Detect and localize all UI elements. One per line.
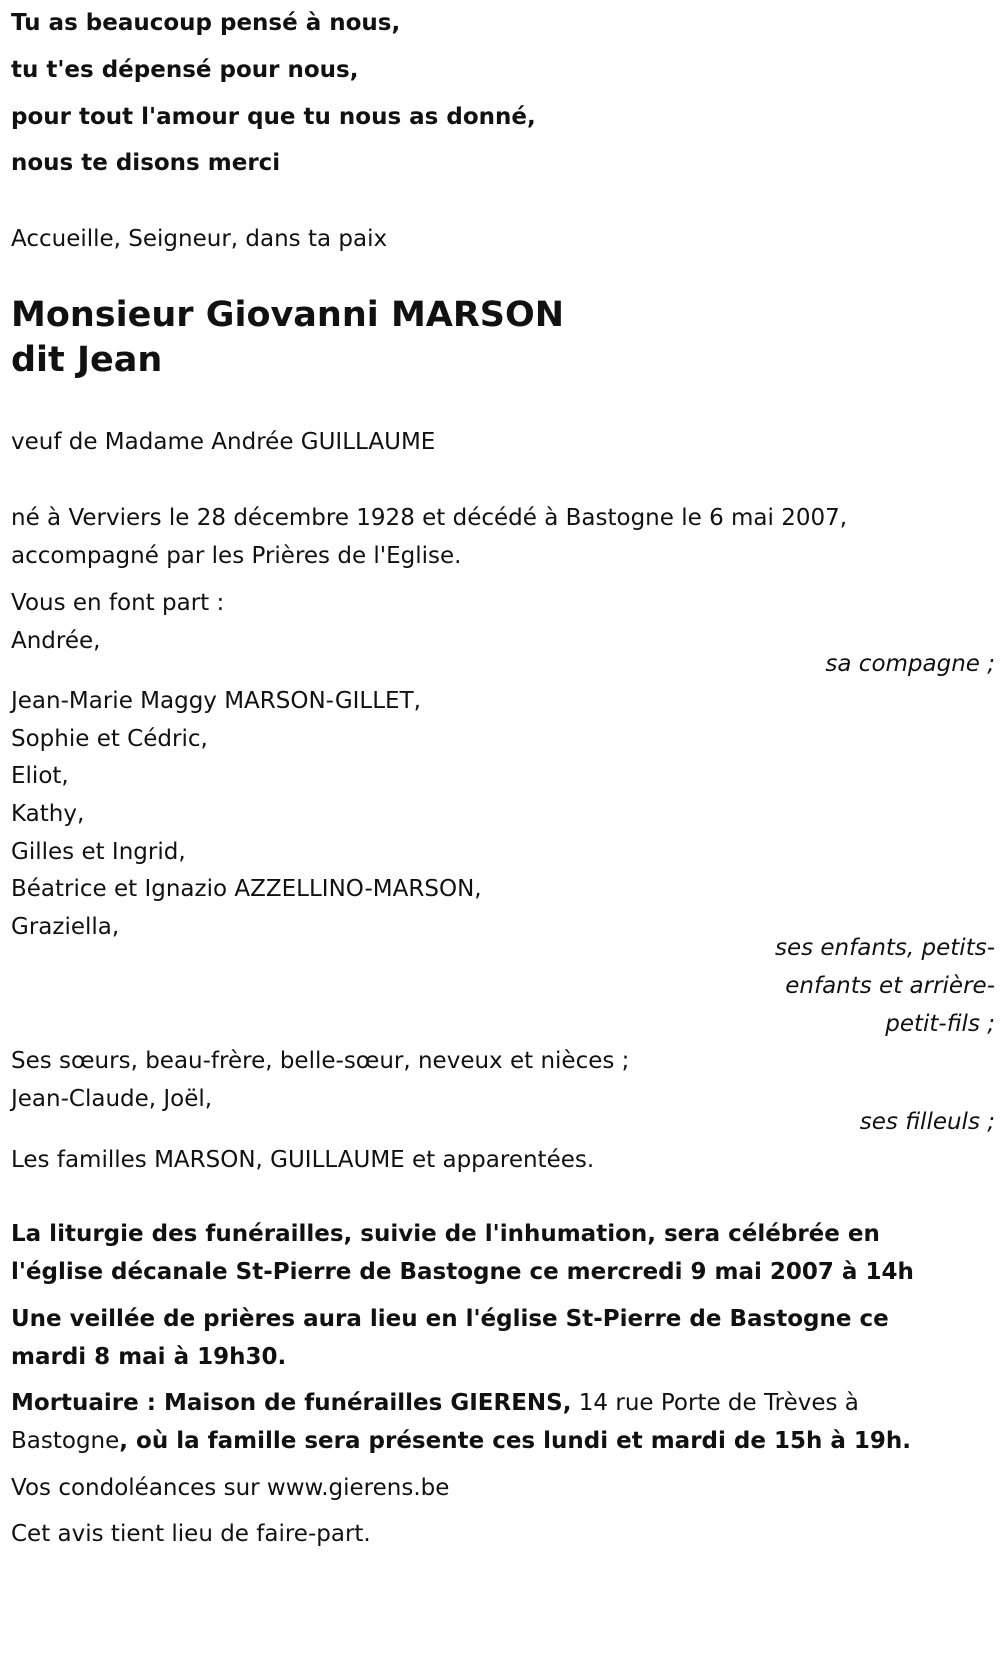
mortuary-line-2	[11, 1426, 911, 1456]
vigil-line-1: Une veillée de prières aura lieu en l'église St-Pierre de Bastogne ce	[11, 1306, 889, 1332]
liturgy-line-1: La liturgie des funérailles, suivie de l'inhumation, sera célébrée en	[11, 1221, 880, 1247]
birth-death-line: né à Verviers le 28 décembre 1928 et décédé à Bastogne le 6 mai 2007,	[11, 505, 848, 531]
child-entry: Béatrice et Ignazio AZZELLINO-MARSON,	[11, 876, 482, 902]
child-entry: Eliot,	[11, 763, 69, 789]
poem-line-2: tu t'es dépensé pour nous,	[11, 57, 359, 83]
accompanied-line: accompagné par les Prières de l'Eglise.	[11, 543, 462, 569]
companion-name: Andrée,	[11, 628, 101, 654]
child-entry: Kathy,	[11, 801, 85, 827]
announcers-intro: Vous en font part :	[11, 590, 225, 616]
children-relation-3: petit-fils ;	[885, 1011, 995, 1037]
deceased-name: Monsieur Giovanni MARSON	[11, 295, 565, 335]
widower-line: veuf de Madame Andrée GUILLAUME	[11, 429, 436, 455]
mortuary-line-1	[11, 1388, 859, 1418]
condolences-line: Vos condoléances sur www.gierens.be	[11, 1475, 450, 1501]
child-entry: Sophie et Cédric,	[11, 726, 208, 752]
poem-line-4: nous te disons merci	[11, 150, 281, 176]
poem-line-3: pour tout l'amour que tu nous as donné,	[11, 104, 536, 130]
mortuary-note: , où la famille sera présente ces lundi et mardi de 15h à 19h.	[119, 1428, 912, 1454]
families-line: Les familles MARSON, GUILLAUME et apparentées.	[11, 1147, 595, 1173]
liturgy-line-2: l'église décanale St-Pierre de Bastogne ce mercredi 9 mai 2007 à 14h	[11, 1259, 914, 1285]
godchildren-line: Jean-Claude, Joël,	[11, 1086, 213, 1112]
mortuary-label: Mortuaire : Maison de funérailles GIERENS,	[11, 1390, 572, 1416]
mortuary-address-2: Bastogne	[11, 1428, 120, 1454]
child-entry: Jean-Marie Maggy MARSON-GILLET,	[11, 688, 421, 714]
child-entry: Graziella,	[11, 914, 120, 940]
godchildren-relation: ses filleuls ;	[859, 1109, 995, 1135]
children-relation-2: enfants et arrière-	[785, 973, 995, 999]
siblings-line: Ses sœurs, beau-frère, belle-sœur, neveux et nièces ;	[11, 1048, 630, 1074]
prayer-line: Accueille, Seigneur, dans ta paix	[11, 226, 388, 252]
child-entry: Gilles et Ingrid,	[11, 839, 186, 865]
companion-relation: sa compagne ;	[825, 651, 995, 677]
mortuary-address-1: 14 rue Porte de Trèves à	[571, 1390, 859, 1416]
notice-line: Cet avis tient lieu de faire-part.	[11, 1521, 371, 1547]
poem-line-1: Tu as beaucoup pensé à nous,	[11, 10, 401, 36]
children-relation-1: ses enfants, petits-	[774, 935, 995, 961]
deceased-alias: dit Jean	[11, 340, 163, 380]
vigil-line-2: mardi 8 mai à 19h30.	[11, 1344, 287, 1370]
